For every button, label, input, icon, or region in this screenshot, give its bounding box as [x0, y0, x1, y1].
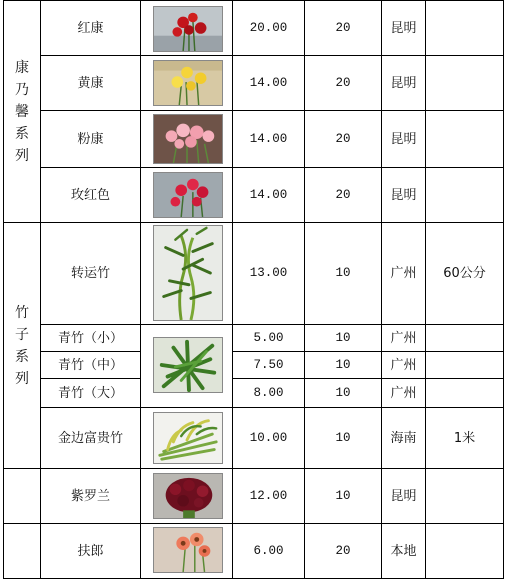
table-row-note [426, 56, 503, 110]
table-row-qty: 20 [335, 20, 351, 35]
table-row-price: 7.50 [253, 357, 284, 372]
table-row-qty: 10 [335, 266, 351, 281]
table-row-price: 13.00 [249, 266, 288, 281]
table-row-origin: 昆明 [390, 488, 417, 504]
group-char: 子 [15, 326, 29, 343]
table-row-name: 扶郎 [77, 543, 104, 559]
table-row-price: 5.00 [253, 330, 284, 345]
group-char: 列 [15, 147, 29, 164]
table-row-origin: 昆明 [390, 131, 417, 147]
table-row-origin: 本地 [390, 543, 417, 559]
table-row-origin: 广州 [390, 330, 417, 346]
table-row-qty: 10 [335, 488, 351, 503]
table-row-price: 12.00 [249, 488, 288, 503]
table-row-price: 14.00 [249, 131, 288, 146]
violet-photo [153, 473, 223, 519]
table-row-origin: 广州 [390, 385, 417, 401]
table-row-note [426, 111, 503, 167]
table-row-name: 青竹（小） [57, 330, 123, 346]
table-row-name: 青竹（中） [57, 357, 123, 373]
table-row-origin: 广州 [390, 357, 417, 373]
group-label-carnation [4, 1, 40, 222]
table-row-qty: 10 [335, 385, 351, 400]
table-row-origin: 昆明 [390, 187, 417, 203]
group-label-bamboo [4, 223, 40, 468]
table-row-note [426, 379, 503, 407]
table-row-note [426, 352, 503, 378]
table-row-qty: 10 [335, 430, 351, 445]
gold-edge-bamboo-photo [153, 412, 223, 464]
group-char: 列 [15, 370, 29, 387]
table-row-origin: 昆明 [390, 20, 417, 36]
table-row-note: 60公分 [443, 266, 486, 281]
group-char: 馨 [15, 103, 29, 120]
table-row-name: 青竹（大） [57, 385, 123, 401]
table-row-name: 玫红色 [70, 187, 110, 203]
table-row-name: 紫罗兰 [70, 488, 110, 504]
table-row-name: 金边富贵竹 [57, 430, 123, 446]
table-row-note [426, 168, 503, 222]
table-row-qty: 10 [335, 330, 351, 345]
table-row-name: 红康 [77, 20, 104, 36]
rose-carnation-photo [153, 172, 223, 218]
table-row-price: 8.00 [253, 385, 284, 400]
table-row-note [426, 1, 503, 55]
group-char: 系 [15, 125, 29, 142]
table-row-qty: 20 [335, 543, 351, 558]
group-char: 竹 [15, 304, 29, 321]
table-row-origin: 海南 [390, 430, 417, 446]
group-char: 康 [15, 59, 29, 76]
yellow-carnation-photo [153, 60, 223, 106]
table-row-price: 10.00 [249, 430, 288, 445]
lucky-bamboo-photo [153, 225, 223, 321]
green-bamboo-photo [153, 337, 223, 393]
table-row-note: 1米 [453, 430, 476, 446]
group-char: 系 [15, 348, 29, 365]
table-row-origin: 昆明 [390, 75, 417, 91]
red-carnation-photo [153, 6, 223, 52]
pink-carnation-photo [153, 114, 223, 164]
table-row-qty: 20 [335, 75, 351, 90]
table-row-name: 粉康 [77, 131, 104, 147]
table-row-price: 14.00 [249, 187, 288, 202]
table-row-note [426, 325, 503, 351]
table-row-qty: 20 [335, 131, 351, 146]
table-row-origin: 广州 [390, 266, 417, 281]
table-row-price: 6.00 [253, 543, 284, 558]
table-row-qty: 10 [335, 357, 351, 372]
table-row-qty: 20 [335, 187, 351, 202]
group-char: 乃 [15, 81, 29, 98]
table-row-price: 14.00 [249, 75, 288, 90]
gerbera-photo [153, 527, 223, 573]
table-row-name: 转运竹 [70, 266, 110, 281]
table-row-name: 黄康 [77, 75, 104, 91]
table-row-price: 20.00 [249, 20, 288, 35]
table-row-note [426, 524, 503, 578]
table-row-note [426, 469, 503, 523]
